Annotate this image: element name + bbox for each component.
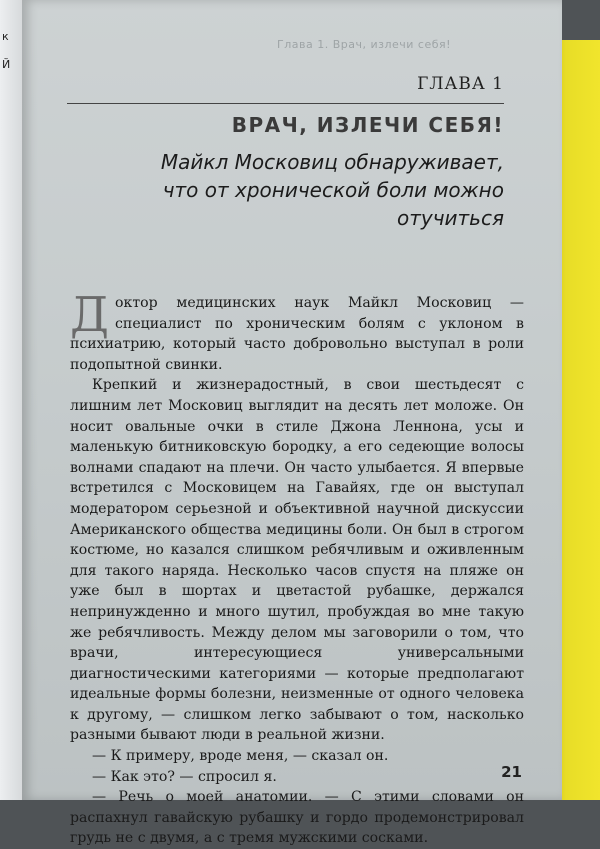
left-page-fragment: к — [2, 30, 9, 43]
chapter-rule — [67, 103, 504, 104]
running-head: Глава 1. Врач, излечи себя! — [277, 38, 452, 51]
paragraph: — К примеру, вроде меня, — сказал он. — [92, 748, 389, 765]
drop-cap: Д — [70, 287, 110, 343]
paragraph: — Речь о моей анатомии. — С этими словами он распахнул гавайскую рубашку и гордо продемонстрировал грудь не с двумя, а с тремя мужскими сосками. — [70, 789, 524, 847]
book-page — [22, 0, 562, 847]
chapter-label: ГЛАВА 1 — [417, 74, 504, 94]
chapter-subtitle: Майкл Московиц обнаруживает, что от хронической боли можно отучиться — [160, 150, 504, 230]
paragraph-text: октор медицинских наук Майкл Московиц — специалист по хроническим болям с уклоном в психиатрию, который часто добровольно выступал в роли подопытной свинки. — [70, 295, 524, 373]
left-page-fragment: Й — [2, 58, 11, 71]
paragraph: Крепкий и жизнерадостный, в свои шестьдесят с лишним лет Московиц выглядит на десять лет моложе. Он носит овальные очки в стиле Джона Леннона, усы и маленькую битниковскую бородку, а его седеющие волосы волнами спадают на плечи. Он часто улыбается. Я впервые встретился с Московицем на Гавайях, где он выступал модератором серьезной и объективной научной дискуссии Американского общества медицины боли. Он был в строгом костюме, но казался слишком ребячливым и оживленным для такого наряда. Несколько часов спустя на пляже он уже был в шортах и цветастой рубашке, держался непринужденно и много шутил, пробуждая во мне такую же ребячливость. Между делом мы заговорили о том, что врачи, интересующиеся универсальными диагностическими категориями — которые предполагают идеальные формы болезни, неизменные от одного человека к другому, — слишком легко забывают о том, насколько разными бывают люди в реальной жизни. — [70, 377, 524, 744]
left-page-edge — [0, 0, 22, 800]
paragraph: — Как это? — спросил я. — [92, 768, 277, 785]
page-number: 21 — [501, 763, 522, 781]
chapter-title: ВРАЧ, ИЗЛЕЧИ СЕБЯ! — [231, 113, 504, 137]
paragraph — [70, 287, 524, 375]
body-text — [70, 287, 524, 849]
